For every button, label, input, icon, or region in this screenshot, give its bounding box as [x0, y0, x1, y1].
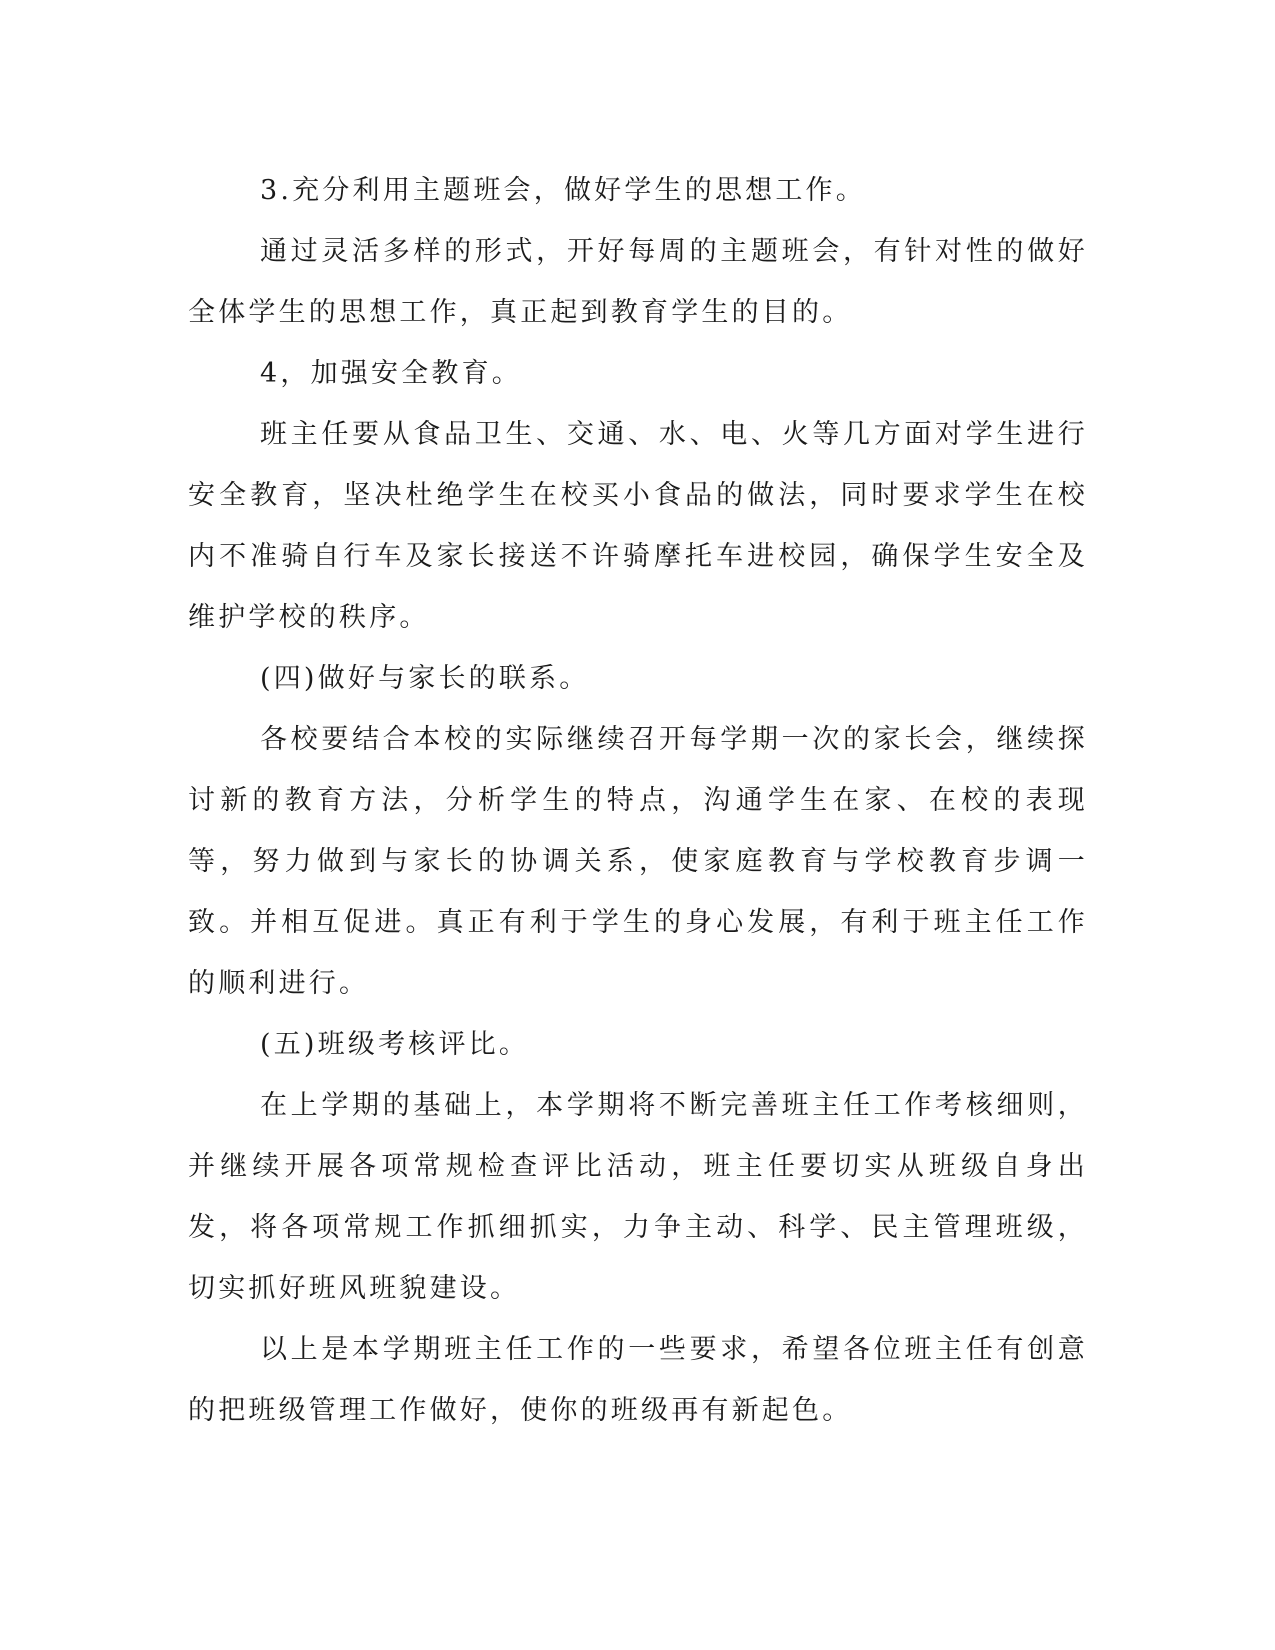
paragraph-class-evaluation: 在上学期的基础上，本学期将不断完善班主任工作考核细则，并继续开展各项常规检查评比活动，班主任要切实从班级自身出发，将各项常规工作抓细抓实，力争主动、科学、民主管理班级，切实抓好班风班貌建设。 — [188, 1090, 1088, 1304]
section-heading-class-evaluation: (五)班级考核评比。 — [260, 1029, 530, 1060]
paragraph-parent-contact: 各校要结合本校的实际继续召开每学期一次的家长会，继续探讨新的教育方法，分析学生的特点，沟通学生在家、在校的表现等，努力做到与家长的协调关系，使家庭教育与学校教育步调一致。并相互促进。真正有利于学生的身心发展，有利于班主任工作的顺利进行。 — [188, 724, 1088, 999]
paragraph-theme-class-meeting: 通过灵活多样的形式，开好每周的主题班会，有针对性的做好全体学生的思想工作，真正起到教育学生的目的。 — [188, 236, 1088, 328]
paragraph-safety-education: 班主任要从食品卫生、交通、水、电、火等几方面对学生进行安全教育，坚决杜绝学生在校买小食品的做法，同时要求学生在校内不准骑自行车及家长接送不许骑摩托车进校园，确保学生安全及维护学校的秩序。 — [188, 419, 1088, 633]
section-heading-theme-class-meeting: 3.充分利用主题班会，做好学生的思想工作。 — [260, 175, 866, 206]
document-body — [188, 160, 1088, 1441]
section-heading-parent-contact: (四)做好与家长的联系。 — [260, 663, 590, 694]
paragraph-closing: 以上是本学期班主任工作的一些要求，希望各位班主任有创意的把班级管理工作做好，使你的班级再有新起色。 — [188, 1334, 1088, 1426]
section-heading-safety-education: 4，加强安全教育。 — [260, 358, 522, 389]
